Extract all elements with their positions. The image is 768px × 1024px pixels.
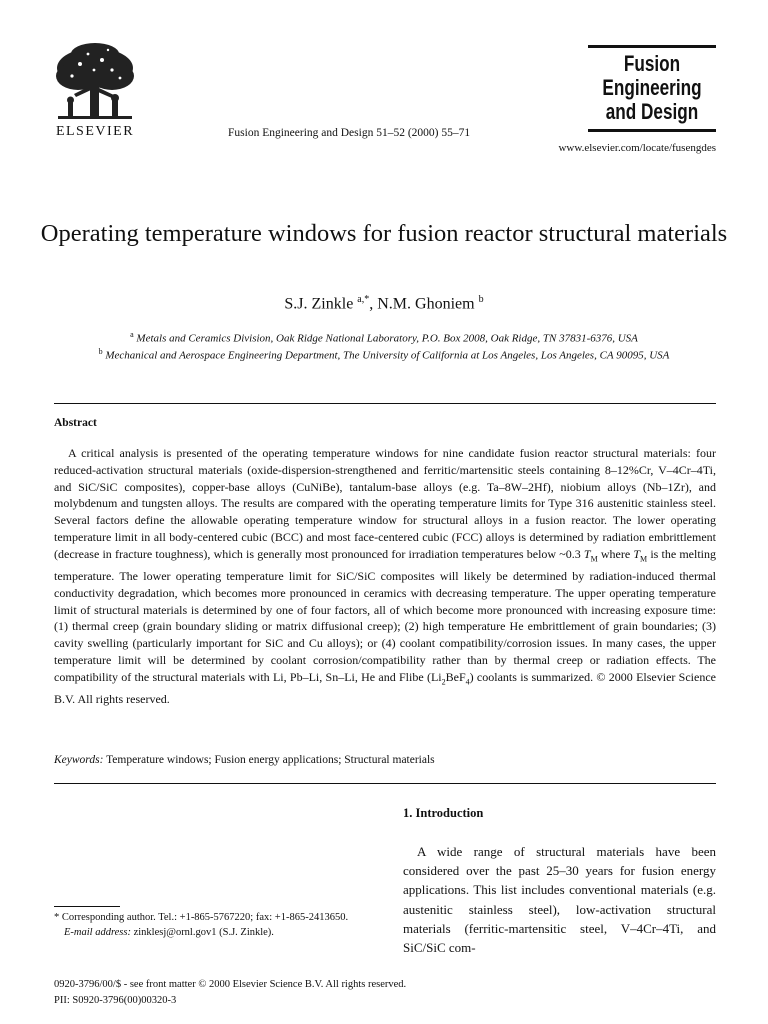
- journal-name-line: Fusion: [623, 51, 681, 76]
- page-footer: [54, 977, 406, 1008]
- abstract-text: is the melting temperature. The lower operating temperature limit for SiC/SiC composites will likely be determined by radiation-induced thermal conductivity degradation, which becomes more pronounced in ceramics with decreasing temperature. The upper operating temperature limit of structural materials is determined by one of four factors, all of which become more pronounced with increasing exposure time: (1) thermal creep (grain boundary sliding or matrix diffusional creep); (2) high temperature He embrittlement of grain boundaries; (3) cavity swelling (particularly important for SiC and Cu alloys); or (4) coolant compatibility/corrosion issues. In many cases, the upper temperature limit will be determined by coolant corrosion/compatibility rather than by thermal creep or radiation effects. The compatibility of the structural materials with Li, Pb–Li, Sn–Li, He and Flibe (: [54, 546, 716, 684]
- email-address[interactable]: zinklesj@ornl.gov1 (S.J. Zinkle).: [130, 927, 274, 938]
- publisher-name: ELSEVIER: [55, 124, 135, 139]
- author-name: S.J. Zinkle: [284, 295, 354, 313]
- paper-title: Operating temperature windows for fusion reactor structural materials: [40, 220, 728, 247]
- journal-name-line: and Design: [605, 99, 699, 124]
- pii-line: PII: S0920-3796(00)00320-3: [54, 994, 177, 1006]
- melting-temp-symbol: $T_M$: [583, 546, 598, 564]
- author-name: N.M. Ghoniem: [377, 295, 475, 313]
- corresponding-author-note: * Corresponding author. Tel.: +1-865-5767220; fax: +1-865-2413650.: [54, 912, 349, 923]
- affiliation-mark: b: [98, 347, 103, 356]
- footnote: [54, 910, 374, 940]
- email-label: E-mail address:: [64, 927, 131, 938]
- journal-name-line: Engineering: [602, 75, 702, 100]
- author-affiliation-mark: a,*: [357, 294, 370, 305]
- section-heading: 1. Introduction: [403, 806, 484, 820]
- affiliation-mark: a: [130, 330, 134, 339]
- abstract-text: ~0.3: [559, 546, 584, 561]
- journal-name: [602, 52, 702, 124]
- keywords-text: Temperature windows; Fusion energy applications; Structural materials: [103, 754, 435, 766]
- author-separator: ,: [369, 295, 378, 313]
- affiliation: [40, 347, 728, 362]
- author-affiliation-mark: b: [478, 294, 484, 305]
- section-divider: [54, 403, 716, 404]
- journal-rule-bottom: [588, 129, 716, 132]
- elsevier-tree-logo-icon: [50, 42, 140, 132]
- melting-temp-symbol: $T_M$: [633, 546, 648, 564]
- footnote-rule: [54, 906, 120, 907]
- author-list: [40, 294, 728, 313]
- keywords: [54, 754, 435, 766]
- copyright-line: 0920-3796/00/$ - see front matter © 2000 Elsevier Science B.V. All rights reserved.: [54, 979, 407, 990]
- journal-rule-top: [588, 45, 716, 48]
- abstract-body: [54, 445, 716, 708]
- abstract-heading: Abstract: [54, 417, 97, 429]
- flibe-formula: $Li_2BeF_4$: [430, 669, 470, 687]
- keywords-label: Keywords:: [54, 754, 104, 766]
- affiliation-text: Mechanical and Aerospace Engineering Department, The University of California at Los Angeles, Los Angeles, CA 90095, USA: [105, 349, 670, 362]
- abstract-text: A critical analysis is presented of the operating temperature windows for nine candidate fusion reactor structural materials: four reduced-activation structural materials (oxide-dispersion-strengthened and ferritic/martensitic steels containing 8–12%Cr, V–4Cr–4Ti, and SiC/SiC composites), copper-base alloys (CuNiBe), tantalum-base alloys (e.g. Ta–8W–2Hf), niobium alloys (Nb–1Zr), and molybdenum and tungsten alloys. The results are compared with the operating temperature limits for Type 316 austenitic stainless steel. Several factors define the allowable operating temperature window for structural alloys in a fusion reactor. The lower operating temperature limit in all body-centered cubic (BCC) and most face-centered cubic (FCC) alloys is determined by radiation embrittlement (decrease in fracture toughness), which is generally most pronounced for irradiation temperatures below: [54, 446, 716, 561]
- email-line: [54, 925, 374, 940]
- affiliation: [40, 330, 728, 345]
- affiliation-text: Metals and Ceramics Division, Oak Ridge National Laboratory, P.O. Box 2008, Oak Ridge, TN 37831-6376, USA: [136, 332, 638, 345]
- journal-citation: Fusion Engineering and Design 51–52 (2000) 55–71: [228, 127, 471, 139]
- journal-url[interactable]: www.elsevier.com/locate/fusengdes: [558, 142, 716, 154]
- abstract-text: ) coolants is summarized. © 2000 Elsevier Science B.V. All rights reserved.: [54, 669, 716, 706]
- introduction-text: A wide range of structural materials have been considered over the past 25–30 years for fusion energy applications. This list includes conventional materials (e.g. austenitic stainless steel), low-activation structural materials (ferritic-martensitic steel, V–4Cr–4Ti, and SiC/SiC com-: [403, 844, 716, 956]
- section-divider: [54, 783, 716, 784]
- abstract-text: where: [597, 546, 634, 561]
